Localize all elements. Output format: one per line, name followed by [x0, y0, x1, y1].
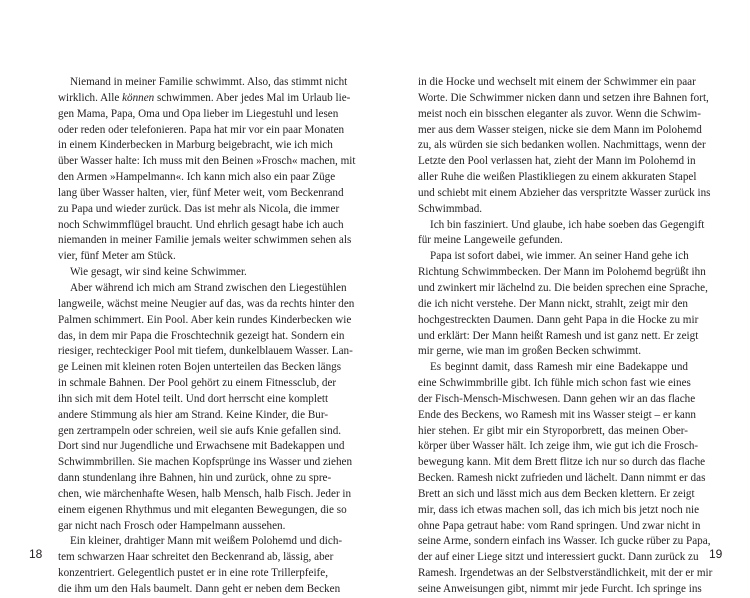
text-line: Es beginnt damit, dass Ramesh mir eine Badekappe und [430, 361, 688, 374]
text-line: andere Stimmung als hier am Strand. Keine Kinder, die Bur- [58, 408, 329, 421]
text-line: und zwinkert mir lächelnd zu. Die beiden sprechen eine Sprache, [418, 281, 708, 294]
text-line: wirklich. Alle können schwimmen. Aber jedes Mal im Urlaub lie- [58, 91, 351, 104]
text-line: der auf einer Liege sitzt und interessiert guckt. Dann zurück zu [418, 551, 699, 564]
text-line: aller Ruhe die weißen Plastikliegen zu einem akkuraten Stapel [418, 171, 697, 184]
text-line: bewegung kann. Mit dem Brett flitze ich nur so durch das flache [418, 456, 706, 469]
text-line: über Wasser halte: Ich muss mit den Beinen »Frosch« machen, mit [58, 155, 356, 168]
emphasized-word: können [122, 91, 155, 104]
left-page [0, 0, 375, 595]
text-line: gen Mama, Papa, Oma und Opa lieber im Liegestuhl und lesen [58, 107, 339, 120]
text-line: zu Papa und wieder zurück. Das ist mehr als Nicola, die immer [58, 202, 340, 215]
text-line: Aber während ich mich am Strand zwischen den Liegestühlen [70, 281, 347, 294]
text-line: mir gerne, wie man im großen Becken schwimmt. [418, 345, 642, 358]
text-line: Ende des Beckens, wo Ramesh mit ins Wasser steigt – er kann [418, 408, 696, 421]
text-line: mir, dass ich etwas machen soll, das ich mich bis jetzt noch nie [418, 503, 700, 516]
text-line: Ramesh. Irgendetwas an der Selbstverständlichkeit, mit der er mir [418, 567, 713, 580]
text-line: konzentriert. Gelegentlich pustet er in eine rote Trillerpfeife, [58, 567, 328, 580]
text-line: hochgestreckten Daumen. Dann geht Papa in die Hocke zu mir [418, 313, 699, 326]
text-line: Schwimmbrillen. Sie machen Kopfsprünge ins Wasser und ziehen [58, 456, 353, 469]
text-line: Niemand in meiner Familie schwimmt. Also, das stimmt nicht [70, 76, 348, 88]
right-text-column [418, 75, 713, 598]
text-line: Schwimmbad. [418, 202, 483, 215]
text-line: vier, fünf Meter am Stück. [58, 250, 176, 263]
text-line: meist noch ein bisschen eleganter als zuvor. Wenn die Schwim- [418, 107, 701, 120]
text-line: noch Schwimmflügel braucht. Und ehrlich gesagt habe ich auch [58, 218, 344, 231]
text-line: und schiebt mit einem Abzieher das verspritzte Wasser zurück ins [418, 186, 711, 199]
text-line: Worte. Die Schwimmer nicken dann und setzen ihre Bahnen fort, [418, 91, 709, 104]
text-line: gen zertrampeln oder schreien, weil sie aufs Knie gefallen sind. [58, 424, 342, 437]
text-line: seine Anweisungen gibt, nimmt mir jede Furcht. Ich springe ins [418, 583, 702, 595]
text-line: in die Hocke und wechselt mit einem der Schwimmer ein paar [418, 76, 696, 88]
right-page [375, 0, 750, 595]
text-line: und erklärt: Der Mann heißt Ramesh und ist ganz nett. Er zeigt [418, 329, 699, 342]
text-line: Becken. Ramesh nickt zufrieden und lächelt. Dann nimmt er das [418, 472, 706, 485]
text-line: Letzte den Pool verlassen hat, zieht der Mann im Polohemd in [418, 155, 696, 168]
text-line: gar nicht nach Frosch oder Hampelmann aussehen. [58, 519, 286, 532]
text-line: Ein kleiner, drahtiger Mann mit weißem Polohemd und dich- [70, 535, 343, 548]
text-line: für meine Langeweile gefunden. [418, 234, 563, 247]
text-line: zu, als würden sie sich bedanken wollen. Nachmittags, wenn der [418, 139, 706, 152]
text-line: Brett an sich und lässt mich aus dem Becken klettern. Er zeigt [418, 487, 695, 500]
text-line: Papa ist sofort dabei, wie immer. An seiner Hand gehe ich [430, 250, 689, 263]
text-line: oder reden oder telefonieren. Papa hat mir vor ein paar Monaten [58, 123, 345, 136]
text-line: mer aus dem Wasser steigen, nicke sie dem Mann im Polohemd [418, 123, 702, 136]
text-line: einem eigenen Rhythmus und mit eleganten Bewegungen, die so [58, 503, 347, 516]
text-line: ohne Papa getraut habe: vom Rand springen. Und zwar nicht in [418, 519, 701, 532]
text-line: Richtung Schwimmbecken. Der Mann im Polohemd begrüßt ihn [418, 266, 706, 279]
text-line: Palmen schimmert. Ein Pool. Aber kein rundes Kinderbecken wie [58, 313, 352, 326]
text-line: ihn sich mit dem Hotel teilt. Und dort herrscht eine komplett [58, 392, 329, 405]
text-line: tem schwarzen Haar schreitet den Beckenrand ab, lässig, aber [58, 551, 334, 564]
text-line: der Fisch-Mensch-Mischwesen. Dann gehen wir an das flache [418, 392, 696, 405]
left-text-column [58, 75, 356, 598]
text-line: ge Leinen mit kleinen roten Bojen unterteilen das Becken längs [58, 361, 342, 374]
text-line: in schmale Bahnen. Der Pool gehört zu einem Fitnessclub, der [58, 377, 337, 390]
text-line: niemanden in meiner Familie jemals weiter schwimmen sehen als [58, 234, 352, 247]
text-line: riesiger, rechteckiger Pool mit tiefem, dunkelblauem Wasser. Lan- [58, 345, 353, 358]
text-line: langweile, wächst meine Neugier auf das, was da rechts hinter den [58, 297, 355, 310]
text-line: Ich bin fasziniert. Und glaube, ich habe soeben das Gegengift [430, 218, 705, 231]
text-line: Dort sind nur Jugendliche und Erwachsene mit Badekappen und [58, 440, 345, 453]
text-line: Wie gesagt, wir sind keine Schwimmer. [70, 266, 247, 279]
text-line: eine Schwimmbrille gibt. Ich fühle mich schon fast wie eines [418, 377, 691, 390]
text-line: den Armen »Hampelmann«. Ich kann mich also ein paar Züge [58, 171, 336, 184]
page-number-left: 18 [29, 547, 43, 561]
text-line: chen, wie märchenhafte Wesen, halb Mensch, halb Fisch. Jeder in [58, 487, 352, 500]
page-number-right: 19 [709, 547, 723, 561]
text-line: dann stundenlang ihre Bahnen, hin und zurück, ohne zu spre- [58, 472, 332, 485]
text-line: seine Arme, sondern einfach ins Wasser. Ich gucke rüber zu Papa, [418, 535, 711, 548]
text-line: in einem Kinderbecken in Marburg beigebracht, wie ich mich [58, 139, 333, 152]
text-line: die ihm um den Hals baumelt. Dann geht er neben dem Becken [58, 583, 341, 595]
text-line: das, in dem mir Papa die Froschtechnik gezeigt hat. Sondern ein [58, 329, 345, 342]
text-line: körper über Wasser hält. Ich zeige ihm, wie gut ich die Frosch- [418, 440, 699, 453]
text-line: hier stehen. Er gibt mir ein Styroporbrett, das meinen Ober- [418, 424, 688, 437]
text-line: lang über Wasser halten, vier, fünf Meter weit, vom Beckenrand [58, 186, 344, 199]
text-line: die ich nicht verstehe. Der Mann nickt, strahlt, zeigt mir den [418, 297, 688, 310]
